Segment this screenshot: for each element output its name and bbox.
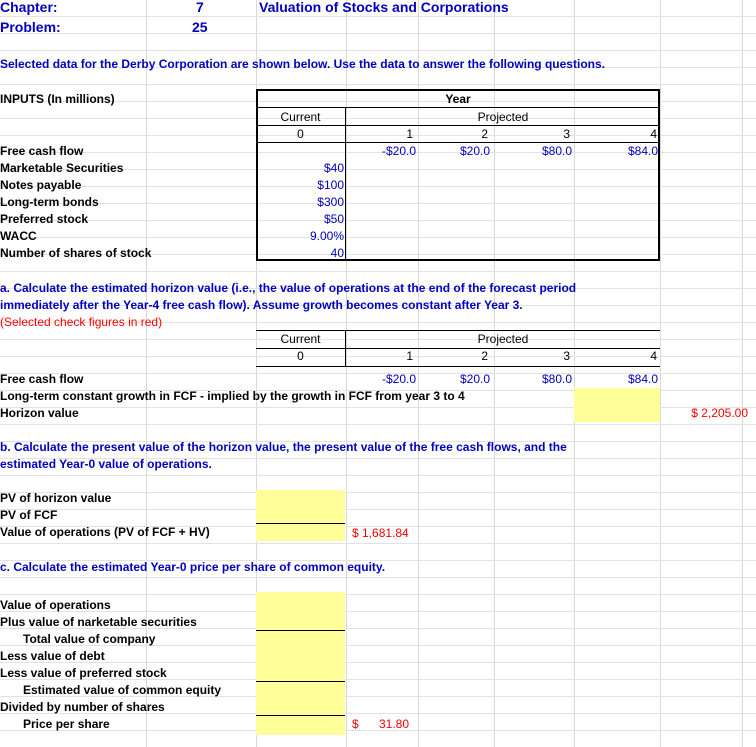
sheet-row-line [0,271,756,272]
input-label-bonds: Long-term bonds [0,195,99,209]
price-per-share-check-symbol: $ [352,717,359,731]
pv-horizon-label: PV of horizon value [0,491,112,505]
sheet-row-line [0,543,756,544]
pv-fcf-label: PV of FCF [0,508,58,522]
input-label-wacc: WACC [0,229,37,243]
chapter-label: Chapter: [0,0,58,15]
sheet-row-line [0,475,756,476]
part-a-fcf-year-3: $80.0 [541,372,572,386]
sheet-row-line [0,424,756,425]
part-c-row-divided-shares: Divided by number of shares [0,700,165,714]
input-label-marketable: Marketable Securities [0,161,124,175]
part-a-year-4: 4 [650,349,657,363]
part-b-input-cells[interactable] [256,490,345,541]
part-a-fcf-year-1: -$20.0 [381,372,416,386]
input-value-bonds: $300 [317,195,344,209]
fcf-year-4: $84.0 [627,144,658,158]
current-header: Current [280,110,321,124]
projected-header: Projected [477,110,529,124]
fcf-year-2: $20.0 [459,144,490,158]
year-header: Year [445,92,471,106]
part-c-row-value-ops: Value of operations [0,598,111,612]
growth-label: Long-term constant growth in FCF - implied by the growth in FCF from year 3 to 4 [0,389,465,403]
part-c-rule-1 [256,630,345,631]
sheet-row-line [0,730,756,731]
part-a-note: (Selected check figures in red) [0,315,163,329]
part-c-rule-2 [256,681,345,682]
part-b-question-1: b. Calculate the present value of the horizon value, the present value of the free cash flows, and the [0,440,567,454]
part-a-projected-header: Projected [477,332,529,346]
sheet-row-line [0,594,756,595]
part-a-question-1: a. Calculate the estimated horizon value (i.e., the value of operations at the end of the forecast period [0,281,577,295]
sheet-row-line [0,16,756,17]
input-value-notes: $100 [317,178,344,192]
part-c-row-price-per-share: Price per share [23,717,110,731]
year-3: 3 [563,127,570,141]
horizon-value-label: Horizon value [0,406,79,420]
growth-horizon-input-cell[interactable] [574,388,660,422]
part-c-row-less-debt: Less value of debt [0,649,105,663]
inputs-label: INPUTS (In millions) [0,92,115,106]
part-a-fcf-label: Free cash flow [0,372,84,386]
input-value-marketable: $40 [323,161,344,175]
part-c-row-less-preferred: Less value of preferred stock [0,666,167,680]
part-a-year-1: 1 [406,349,413,363]
part-b-sum-rule [256,523,345,524]
fcf-label: Free cash flow [0,144,84,158]
sheet-row-line [0,33,756,34]
part-a-current-header: Current [280,332,321,346]
sheet-row-line [0,50,756,51]
input-value-preferred: $50 [323,212,344,226]
part-c-row-common-equity: Estimated value of common equity [23,683,222,697]
chapter-value: 7 [196,0,204,15]
price-per-share-check-value: 31.80 [379,717,410,731]
value-of-operations-check: $ 1,681.84 [352,526,409,540]
value-of-operations-label: Value of operations (PV of FCF + HV) [0,525,210,539]
part-c-row-total-value: Total value of company [23,632,156,646]
part-a-year-3: 3 [563,349,570,363]
sheet-row-line [0,492,756,493]
part-a-fcf-year-4: $84.0 [627,372,658,386]
page-title: Valuation of Stocks and Corporations [259,0,509,15]
part-a-year-2: 2 [481,349,488,363]
horizon-value-check: $ 2,205.00 [691,406,748,420]
sheet-row-line [0,611,756,612]
intro-text: Selected data for the Derby Corporation are shown below. Use the data to answer the following questions. [0,57,605,71]
problem-value: 25 [192,19,208,35]
part-a-year-0: 0 [297,349,304,363]
part-c-row-plus-securities: Plus value of narketable securities [0,615,197,629]
year-2: 2 [481,127,488,141]
sheet-row-line [0,509,756,510]
part-a-fcf-year-2: $20.0 [459,372,490,386]
year-1: 1 [406,127,413,141]
part-c-rule-3 [256,715,345,716]
year-0: 0 [297,127,304,141]
fcf-year-3: $80.0 [541,144,572,158]
part-b-question-2: estimated Year-0 value of operations. [0,457,212,471]
part-a-bottom-rule [256,366,660,367]
year-4: 4 [650,127,657,141]
input-label-preferred: Preferred stock [0,212,89,226]
sheet-row-line [0,84,756,85]
part-c-input-cells[interactable] [256,592,345,735]
part-a-question-2: immediately after the Year-4 free cash flow). Assume growth becomes constant after Year 3. [0,298,523,312]
input-label-shares: Number of shares of stock [0,246,152,260]
part-c-question: c. Calculate the estimated Year-0 price per share of common equity. [0,560,386,574]
input-label-notes: Notes payable [0,178,82,192]
problem-label: Problem: [0,19,61,35]
sheet-row-line [0,577,756,578]
sheet-row-line [0,662,756,663]
fcf-year-1: -$20.0 [381,144,416,158]
input-value-wacc: 9.00% [309,229,344,243]
input-value-shares: 40 [330,246,344,260]
